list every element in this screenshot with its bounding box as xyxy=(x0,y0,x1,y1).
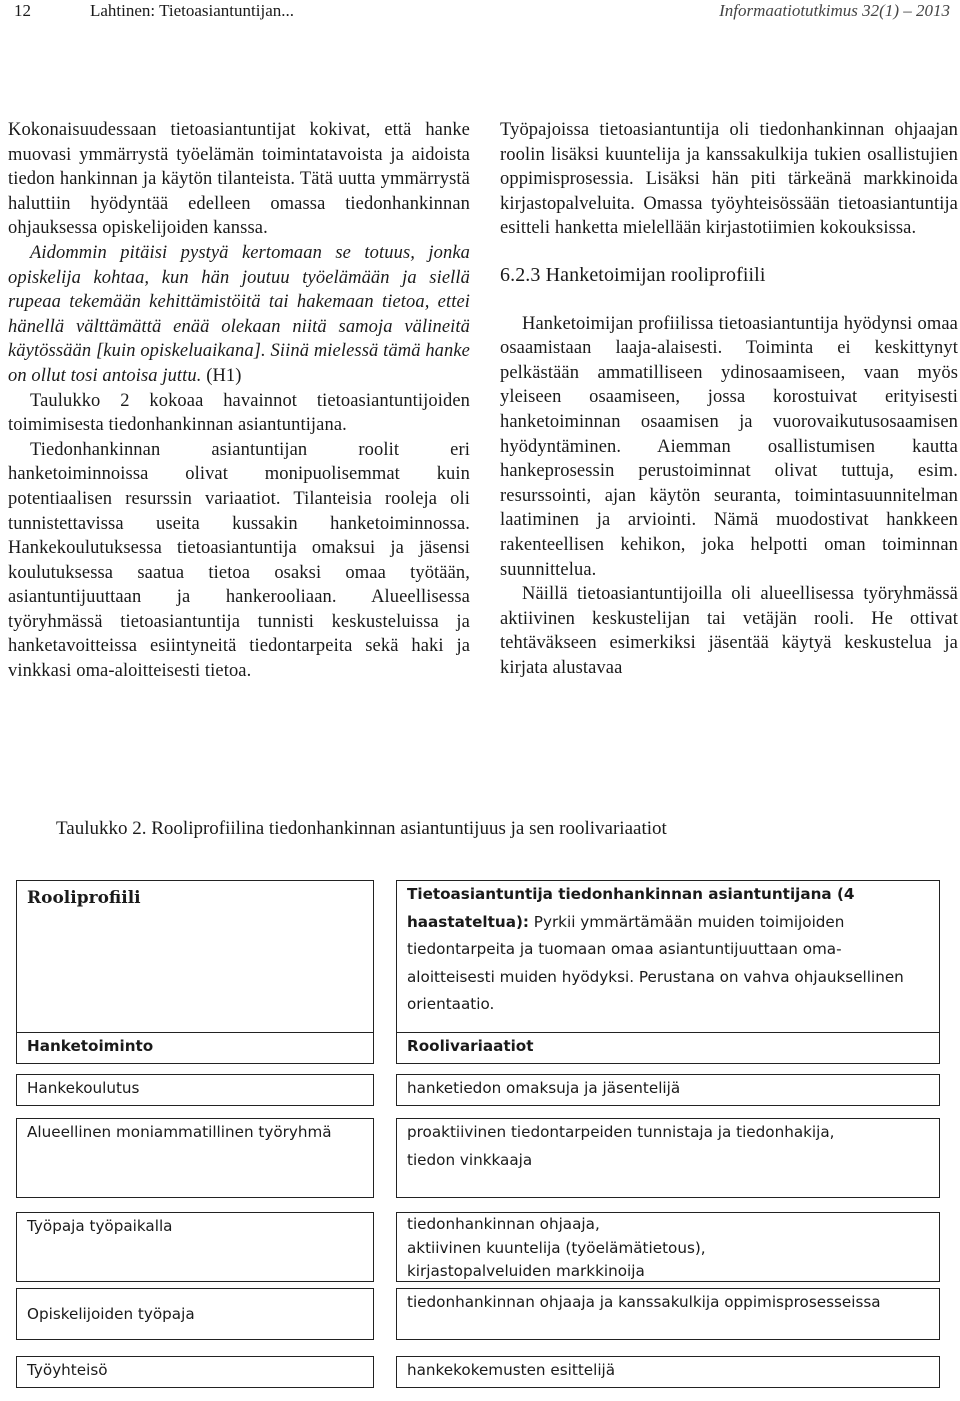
table-cell-right: hanketiedon omaksuja ja jäsentelijä xyxy=(396,1074,940,1106)
interview-quote xyxy=(8,241,470,389)
page-header xyxy=(0,0,960,24)
page-number: 12 xyxy=(14,1,31,20)
table-subheader-left xyxy=(16,1032,374,1064)
header-right-bold: Tietoasiantuntija tiedonhankinnan asiantuntijana (4 haastateltua): xyxy=(407,885,855,931)
section-heading: 6.2.3 Hanketoimijan rooliprofiili xyxy=(500,263,766,286)
role-line: kirjastopalveluiden markkinoija xyxy=(407,1262,645,1280)
left-column xyxy=(8,118,470,684)
subheader-label: Roolivariaatiot xyxy=(407,1037,534,1055)
table-cell-left: Alueellinen moniammatillinen työryhmä xyxy=(16,1118,374,1198)
journal-reference: Informaatiotutkimus 32(1) – 2013 xyxy=(719,1,950,20)
table-header-right xyxy=(396,880,940,1033)
paragraph: Taulukko 2 kokoaa havainnot tietoasiantuntijoiden toimimisesta tiedonhankinnan asiantuntijana. xyxy=(8,390,470,436)
role-profile-table xyxy=(10,862,952,1398)
table-subheader-right xyxy=(396,1032,940,1064)
role-line: aktiivinen kuuntelija (työelämätietous), xyxy=(407,1238,706,1257)
quote-text: Aidommin pitäisi pystyä kertomaan se totuus, jonka opiskelija kohtaa, kun hän joutuu työelämään ja siellä rupeaa tekemään kehittämistöitä tai hakemaan tietoa, ettei hänellä välttämättä enää olekaan niitä samoja välineitä käytössään [kuin opiskeluaikana]. Siinä mielessä tämä hanke on ollut tosi antoisa juttu. xyxy=(8,242,470,386)
role-line: tiedonhankinnan ohjaaja, xyxy=(407,1215,600,1233)
table-cell-right: tiedonhankinnan ohjaaja ja kanssakulkija oppimisprosesseissa xyxy=(396,1288,940,1340)
paragraph: Kokonaisuudessaan tietoasiantuntijat kokivat, että hanke muovasi ymmärrystä työelämän toimintatavoista ja aidoista tiedon hankinnan ja käytön tilanteista. Tätä uutta ymmärrystä haluttiin hyödyntää edelleen omassa tiedonhankinnan ohjauksessa opiskelijoiden kanssa. xyxy=(8,120,470,239)
role-line: proaktiivinen tiedontarpeiden tunnistaja ja tiedonhakija, xyxy=(407,1123,835,1141)
table-cell-left: Työpaja työpaikalla xyxy=(16,1212,374,1282)
header-right-text: Pyrkii ymmärtämään muiden toimijoiden tiedontarpeita ja tuomaan omaa asiantuntijuuttaan oma-aloitteisesti muiden hyödyksi. Perustana on vahva ohjauksellinen orientaatio. xyxy=(407,912,904,1013)
table-cell-right xyxy=(396,1212,940,1282)
table-cell-left: Työyhteisö xyxy=(16,1356,374,1388)
paragraph: Työpajoissa tietoasiantuntija oli tiedonhankinnan ohjaajan roolin lisäksi kuuntelija ja kanssakulkija tukien osallistujien oppimisprosessia. Lisäksi hän piti tärkeänä markkinoida kirjastopalveluita. Omassa työyhteisössään tietoasiantuntija esitteli hanketta mielellään kirjastotiimien kokouksissa. xyxy=(500,120,958,239)
table-header-left xyxy=(16,880,374,1033)
role-line: tiedon vinkkaaja xyxy=(407,1150,533,1169)
quote-ref: (H1) xyxy=(201,365,242,386)
table-cell-left: Opiskelijoiden työpaja xyxy=(16,1288,374,1340)
paragraph: Tiedonhankinnan asiantuntijan roolit eri hanketoiminnoissa olivat monipuolisemmat kuin potentiaalisen resurssin variaatiot. Tilanteisia rooleja oli tunnistettavissa useita kussakin hanketoiminnossa. Hankekoulutuksessa tietoasiantuntija omaksui ja jäsensi koulutuksessa saatua tietoa osaksi omaa työtään, asiantuntijuuttaan ja hankerooliaan. Alueellisessa työryhmässä tietoasiantuntija tunnisti keskusteluissa ja hanketavoitteissa esiintyneitä tiedontarpeita sekä haki ja vinkkasi oma-aloitteisesti tietoa. xyxy=(8,439,470,682)
header-label: Rooliprofiili xyxy=(27,888,141,908)
right-column xyxy=(500,118,958,680)
table-caption: Taulukko 2. Rooliprofiilina tiedonhankinnan asiantuntijuus ja sen roolivariaatiot xyxy=(56,818,667,839)
running-title: Lahtinen: Tietoasiantuntijan... xyxy=(90,1,294,20)
paragraph: Näillä tietoasiantuntijoilla oli alueellisessa työryhmässä aktiivinen keskustelijan tai vetäjän rooli. He ottivat tehtäväkseen esimerkiksi jäsentää käytyä keskustelua ja kirjata alustavaa xyxy=(500,584,958,678)
table-cell-left: Hankekoulutus xyxy=(16,1074,374,1106)
table-cell-right: hankekokemusten esittelijä xyxy=(396,1356,940,1388)
subheader-label: Hanketoiminto xyxy=(27,1037,154,1055)
paragraph: Hanketoimijan profiilissa tietoasiantuntija hyödynsi omaa osaamistaan laaja-alaisesti. Toiminta ei keskittynyt pelkästään ammatilliseen ydinosaamiseen, vaan myös yleiseen osaamiseen, jossa korostuivat erityisesti hanketoiminnan osaamisen ja vuorovaikutusosaamisen hyödyntäminen. Aiemman osallistumisen kautta hankeprosessin perustoiminnat olivat tuttuja, esim. resurssointi, ajan käytön seuranta, toimintasuunnitelman laatiminen ja arviointi. Nämä muodostivat hankkeen rakenteellisen kehikon, joka helpotti oman toiminnan suunnittelua. xyxy=(500,313,958,580)
table-cell-right xyxy=(396,1118,940,1198)
